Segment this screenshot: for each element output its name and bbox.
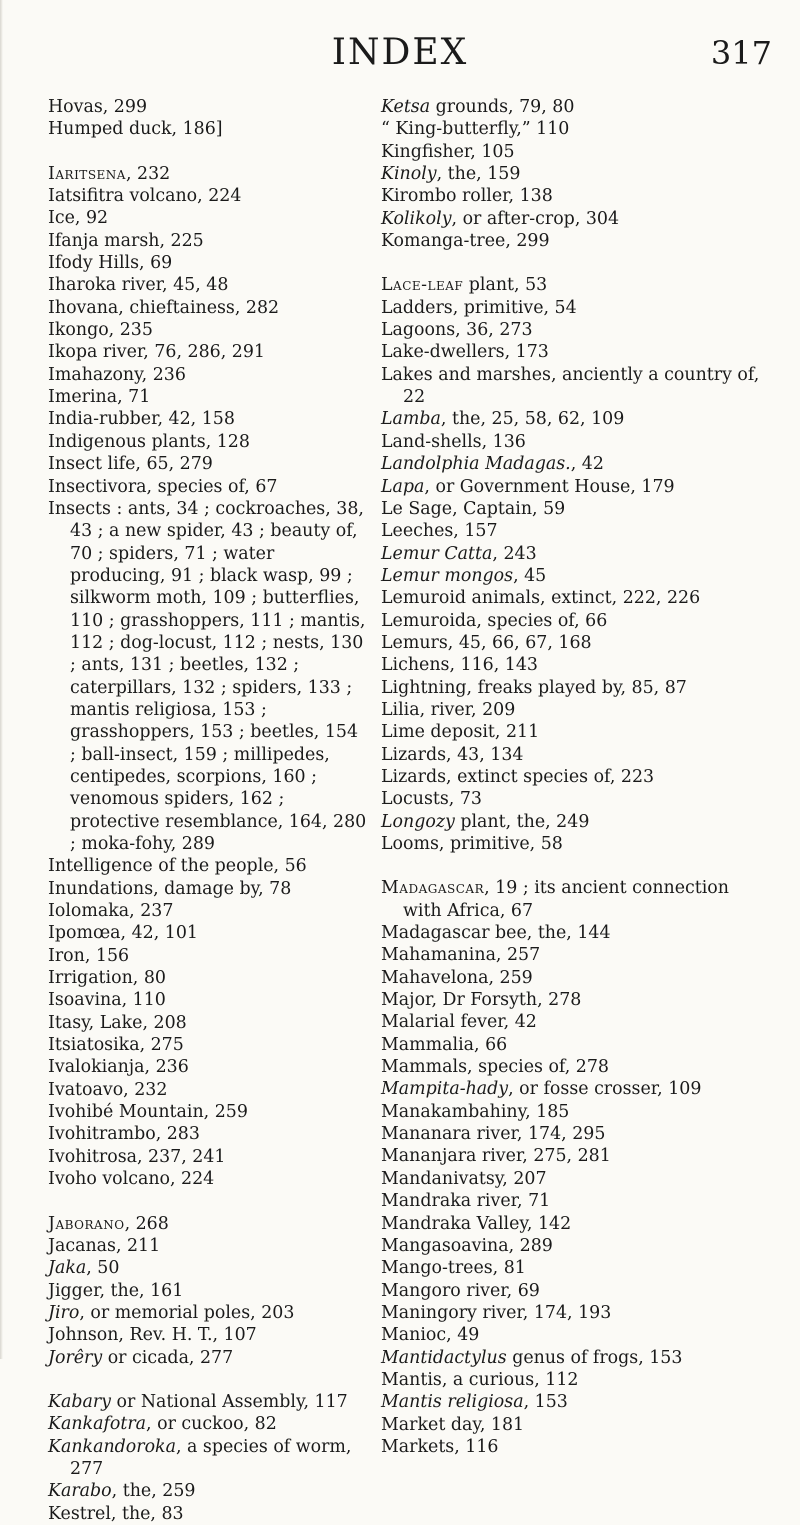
index-entry	[381, 922, 761, 944]
index-entry	[381, 632, 761, 654]
index-entry	[381, 1436, 761, 1458]
entry-text: Lightning, freaks played by, 85, 87	[381, 677, 687, 698]
index-entry	[381, 274, 761, 296]
index-entry	[381, 1101, 761, 1123]
index-entry	[381, 967, 761, 989]
index-entry	[381, 1168, 761, 1190]
entry-text: Inundations, damage by, 78	[48, 878, 292, 899]
entry-text: “ King-butterfly,” 110	[381, 119, 570, 140]
italic-term: Lemur Catta	[381, 543, 493, 564]
entry-text: Ifody Hills, 69	[48, 253, 173, 274]
entry-text: Insects : ants, 34 ; cockroaches, 38, 43 ; a new spider, 43 ; beauty of, 70 ; spiders, 71 ; water producing, 91 ; black wasp, 99 ; silkworm moth, 109 ; butterflies, 110 ; grasshoppers, 111 ; mantis, 112 ; dog-locust, 112 ; nests, 130 ; ants, 131 ; beetles, 132 ; caterpillars, 132 ; spiders, 133 ; mantis religiosa, 153 ; grasshoppers, 153 ; beetles, 154 ; ball-insect, 159 ; millipedes, centipedes, scorpions, 160 ; venomous spiders, 162 ; protective resemblance, 164, 280 ; moka-fohy, 289	[48, 498, 367, 854]
italic-term: Kabary	[48, 1391, 111, 1412]
entry-text: Mantis, a curious, 112	[381, 1369, 579, 1390]
index-entry	[48, 1012, 368, 1034]
entry-text: , 153	[523, 1392, 568, 1413]
entry-text: , 50	[86, 1258, 120, 1279]
entry-text: genus of frogs, 153	[506, 1347, 683, 1368]
italic-term: Landolphia Madagas.	[381, 454, 571, 475]
entry-text: Ikopa river, 76, 286, 291	[48, 342, 265, 363]
italic-term: Lemur mongos	[381, 565, 514, 586]
entry-text: Iron, 156	[48, 945, 130, 966]
entry-text: Maningory river, 174, 193	[381, 1302, 612, 1323]
entry-text: Mammals, species of, 278	[381, 1057, 609, 1078]
entry-text: , 19 ; its ancient connection with Africa, 67	[403, 878, 729, 921]
italic-term: Ketsa	[381, 97, 431, 117]
index-entry	[48, 252, 368, 274]
entry-text: , or fosse crosser, 109	[508, 1079, 702, 1100]
entry-text: Lemuroida, species of, 66	[381, 610, 608, 631]
entry-text: Itsiatosika, 275	[48, 1035, 184, 1056]
index-entry	[381, 699, 761, 721]
entry-text: Malarial fever, 42	[381, 1012, 537, 1033]
index-entry	[48, 96, 368, 118]
entry-text: Lakes and marshes, anciently a country of, 22	[381, 364, 760, 408]
entry-text: Ifanja marsh, 225	[48, 230, 204, 251]
index-entry	[381, 721, 761, 743]
entry-text: , 232	[125, 163, 171, 184]
index-entry	[381, 1078, 761, 1100]
index-entry	[381, 1011, 761, 1033]
index-entry	[381, 520, 761, 542]
entry-text: Itasy, Lake, 208	[48, 1012, 187, 1033]
index-entry	[48, 408, 368, 430]
entry-text: Indigenous plants, 128	[48, 431, 250, 452]
index-entry	[381, 543, 761, 565]
index-entry	[48, 878, 368, 900]
index-entry	[48, 1168, 368, 1190]
section-initial-term: Jaborano	[48, 1213, 125, 1234]
index-entry	[381, 1414, 761, 1436]
entry-text: Insect life, 65, 279	[48, 454, 213, 475]
index-entry	[381, 319, 761, 341]
index-column-left	[48, 96, 368, 1525]
index-entry	[48, 900, 368, 922]
entry-text: Lichens, 116, 143	[381, 655, 538, 676]
entry-text: Land-shells, 136	[381, 431, 526, 452]
index-entry	[48, 274, 368, 296]
entry-text: Kirombo roller, 138	[381, 186, 553, 207]
italic-term: Longozy	[381, 811, 455, 832]
index-entry	[381, 1324, 761, 1346]
entry-text: Lizards, 43, 134	[381, 744, 524, 765]
entry-text: , 243	[492, 543, 537, 564]
entry-text: Lilia, river, 209	[381, 699, 516, 720]
entry-text: , 42	[570, 454, 604, 475]
index-entry	[381, 610, 761, 632]
index-entry	[48, 1056, 368, 1078]
index-entry	[381, 811, 761, 833]
entry-text: Locusts, 73	[381, 789, 482, 810]
entry-text: Manakambahiny, 185	[381, 1101, 570, 1122]
italic-term: Jaka	[48, 1258, 87, 1279]
index-entry	[48, 1146, 368, 1168]
index-entry	[48, 1101, 368, 1123]
entry-text: Imerina, 71	[48, 387, 151, 408]
italic-term: Mantis religiosa	[381, 1392, 524, 1413]
entry-text: plant, 53	[463, 275, 548, 296]
index-entry	[48, 185, 368, 207]
index-entry	[381, 766, 761, 788]
section-initial-term: Lace-leaf	[381, 275, 464, 296]
index-entry	[381, 498, 761, 520]
index-entry	[48, 922, 368, 944]
entry-text: Kingfisher, 105	[381, 141, 515, 162]
index-entry	[48, 230, 368, 252]
entry-text: Mandanivatsy, 207	[381, 1168, 547, 1189]
entry-text: Komanga-tree, 299	[381, 231, 550, 252]
entry-text: Irrigation, 80	[48, 968, 166, 989]
page-edge-shadow	[0, 0, 3, 1359]
entry-text: Manioc, 49	[381, 1325, 480, 1346]
entry-text: Lake-dwellers, 173	[381, 342, 549, 363]
index-entry	[48, 476, 368, 498]
index-entry	[48, 1480, 368, 1502]
entry-text: Hovas, 299	[48, 97, 148, 117]
page-header	[0, 32, 800, 82]
index-entry	[48, 1324, 368, 1346]
index-entry	[381, 1235, 761, 1257]
entry-text: Major, Dr Forsyth, 278	[381, 990, 582, 1011]
italic-term: Kankandoroka	[48, 1436, 176, 1457]
entry-text: Mandraka Valley, 142	[381, 1213, 572, 1234]
index-entry	[381, 297, 761, 319]
entry-text: Mahavelona, 259	[381, 967, 533, 988]
entry-text: , the, 25, 58, 62, 109	[440, 409, 625, 430]
index-entry	[48, 163, 368, 185]
entry-text: Ivohitrosa, 237, 241	[48, 1146, 226, 1167]
index-entry	[48, 1123, 368, 1145]
index-entry	[381, 118, 761, 140]
entry-text: or cicada, 277	[102, 1347, 234, 1368]
entry-text: , or cuckoo, 82	[146, 1414, 277, 1435]
index-entry	[48, 319, 368, 341]
entry-text: Mandraka river, 71	[381, 1191, 551, 1212]
entry-text: Lime deposit, 211	[381, 722, 540, 743]
entry-text: Mahamanina, 257	[381, 945, 541, 966]
entry-text: Ice, 92	[48, 208, 109, 229]
entry-text: Le Sage, Captain, 59	[381, 498, 566, 519]
index-entry	[48, 1413, 368, 1435]
entry-text: Mananjara river, 275, 281	[381, 1146, 611, 1167]
section-initial-term: Iaritsena	[48, 163, 126, 184]
index-entry	[48, 1302, 368, 1324]
index-entry	[381, 677, 761, 699]
entry-text: Ivohibé Mountain, 259	[48, 1102, 248, 1123]
index-entry	[48, 1034, 368, 1056]
section-initial-term: Madagascar	[381, 878, 485, 899]
index-entry	[48, 386, 368, 408]
index-entry	[48, 1079, 368, 1101]
entry-text: Ivatoavo, 232	[48, 1079, 168, 1100]
entry-text: Markets, 116	[381, 1436, 499, 1457]
index-entry	[48, 1257, 368, 1279]
index-entry	[381, 1280, 761, 1302]
index-entry	[381, 944, 761, 966]
entry-text: , 268	[124, 1213, 169, 1234]
index-entry	[381, 654, 761, 676]
entry-text: Lemurs, 45, 66, 67, 168	[381, 632, 592, 653]
italic-term: Kinoly	[381, 164, 437, 185]
entry-text: Ipomœa, 42, 101	[48, 923, 198, 944]
italic-term: Karabo	[48, 1481, 112, 1502]
index-entry	[381, 833, 761, 855]
page-number: 317	[710, 34, 772, 72]
index-entry	[381, 453, 761, 475]
italic-term: Jorêry	[48, 1347, 103, 1368]
italic-term: Lapa	[381, 476, 425, 497]
entry-text: Intelligence of the people, 56	[48, 856, 307, 877]
entry-text: or National Assembly, 117	[111, 1391, 348, 1412]
entry-text: , a species of worm, 277	[70, 1436, 352, 1479]
index-entry	[381, 1034, 761, 1056]
italic-term: Kankafotra	[48, 1414, 147, 1435]
index-entry	[381, 476, 761, 498]
index-entry	[48, 1347, 368, 1369]
entry-text: Mammalia, 66	[381, 1034, 508, 1055]
entry-text: Madagascar bee, the, 144	[381, 923, 611, 944]
entry-text: Ivohitrambo, 283	[48, 1124, 200, 1145]
index-entry	[381, 341, 761, 363]
index-entry	[48, 967, 368, 989]
index-entry	[381, 1145, 761, 1167]
index-entry	[48, 498, 368, 856]
index-entry	[381, 1123, 761, 1145]
entry-text: Ladders, primitive, 54	[381, 297, 577, 318]
entry-text: , or after-crop, 304	[451, 208, 620, 229]
entry-text: Mananara river, 174, 295	[381, 1124, 606, 1145]
entry-text: Looms, primitive, 58	[381, 834, 563, 854]
index-entry	[381, 744, 761, 766]
entry-text: , 45	[513, 565, 547, 586]
index-entry	[381, 1347, 761, 1369]
index-entry	[381, 408, 761, 430]
entry-text: plant, the, 249	[454, 811, 590, 832]
index-entry	[48, 1213, 368, 1235]
index-entry	[48, 431, 368, 453]
italic-term: Lamba	[381, 409, 441, 430]
index-entry	[381, 565, 761, 587]
entry-text: Lemuroid animals, extinct, 222, 226	[381, 588, 701, 609]
entry-text: Insectivora, species of, 67	[48, 476, 278, 497]
index-entry	[48, 1235, 368, 1257]
index-entry	[381, 141, 761, 163]
index-entry	[48, 1391, 368, 1413]
entry-text: Leeches, 157	[381, 521, 498, 542]
index-entry	[48, 341, 368, 363]
index-entry	[48, 1280, 368, 1302]
index-entry	[381, 989, 761, 1011]
entry-text: Humped duck, 186]	[48, 119, 223, 140]
entry-text: Johnson, Rev. H. T., 107	[48, 1325, 257, 1346]
entry-text: Kestrel, the, 83	[48, 1503, 184, 1524]
entry-text: , the, 259	[111, 1481, 196, 1502]
index-entry	[381, 185, 761, 207]
entry-text: , or Government House, 179	[424, 476, 675, 497]
entry-text: Lizards, extinct species of, 223	[381, 766, 655, 787]
index-entry	[48, 1503, 368, 1525]
index-entry	[48, 855, 368, 877]
index-column-right	[381, 96, 761, 1458]
index-entry	[381, 788, 761, 810]
index-entry	[381, 364, 761, 409]
index-entry	[381, 1391, 761, 1413]
index-entry	[48, 1436, 368, 1481]
index-entry	[381, 1190, 761, 1212]
index-entry	[48, 989, 368, 1011]
entry-text: Ivoho volcano, 224	[48, 1169, 215, 1190]
index-entry	[381, 1257, 761, 1279]
index-entry	[381, 1369, 761, 1391]
index-entry	[381, 230, 761, 252]
entry-text: Mangoro river, 69	[381, 1280, 540, 1301]
italic-term: Mantidactylus	[381, 1347, 507, 1368]
italic-term: Jiro	[48, 1302, 80, 1323]
page-title: INDEX	[331, 32, 469, 73]
index-entry	[48, 297, 368, 319]
index-entry	[48, 364, 368, 386]
entry-text: , or memorial poles, 203	[79, 1302, 295, 1323]
entry-text: Ikongo, 235	[48, 320, 153, 341]
index-entry	[381, 877, 761, 922]
entry-text: India-rubber, 42, 158	[48, 409, 235, 430]
entry-text: Market day, 181	[381, 1414, 525, 1435]
index-entry	[381, 1213, 761, 1235]
index-entry	[381, 1056, 761, 1078]
index-entry	[381, 208, 761, 230]
index-entry	[48, 945, 368, 967]
entry-text: Ihovana, chieftainess, 282	[48, 297, 280, 318]
entry-text: Lagoons, 36, 273	[381, 320, 533, 341]
entry-text: Jacanas, 211	[48, 1235, 161, 1256]
index-entry	[381, 163, 761, 185]
entry-text: Iatsifitra volcano, 224	[48, 186, 242, 207]
index-entry	[381, 1302, 761, 1324]
index-entry	[48, 207, 368, 229]
index-entry	[48, 453, 368, 475]
entry-text: Imahazony, 236	[48, 364, 186, 385]
entry-text: , the, 159	[436, 164, 521, 185]
index-entry	[381, 96, 761, 118]
entry-text: Iolomaka, 237	[48, 901, 174, 922]
entry-text: Isoavina, 110	[48, 990, 166, 1011]
index-entry	[381, 587, 761, 609]
entry-text: Jigger, the, 161	[48, 1280, 184, 1301]
italic-term: Kolikoly	[381, 208, 452, 229]
index-entry	[48, 118, 368, 140]
entry-text: Mangasoavina, 289	[381, 1235, 553, 1256]
entry-text: Ivalokianja, 236	[48, 1057, 189, 1078]
entry-text: Iharoka river, 45, 48	[48, 275, 229, 296]
entry-text: grounds, 79, 80	[430, 97, 575, 117]
italic-term: Mampita-hady	[381, 1079, 509, 1100]
entry-text: Mango-trees, 81	[381, 1258, 526, 1279]
index-entry	[381, 431, 761, 453]
